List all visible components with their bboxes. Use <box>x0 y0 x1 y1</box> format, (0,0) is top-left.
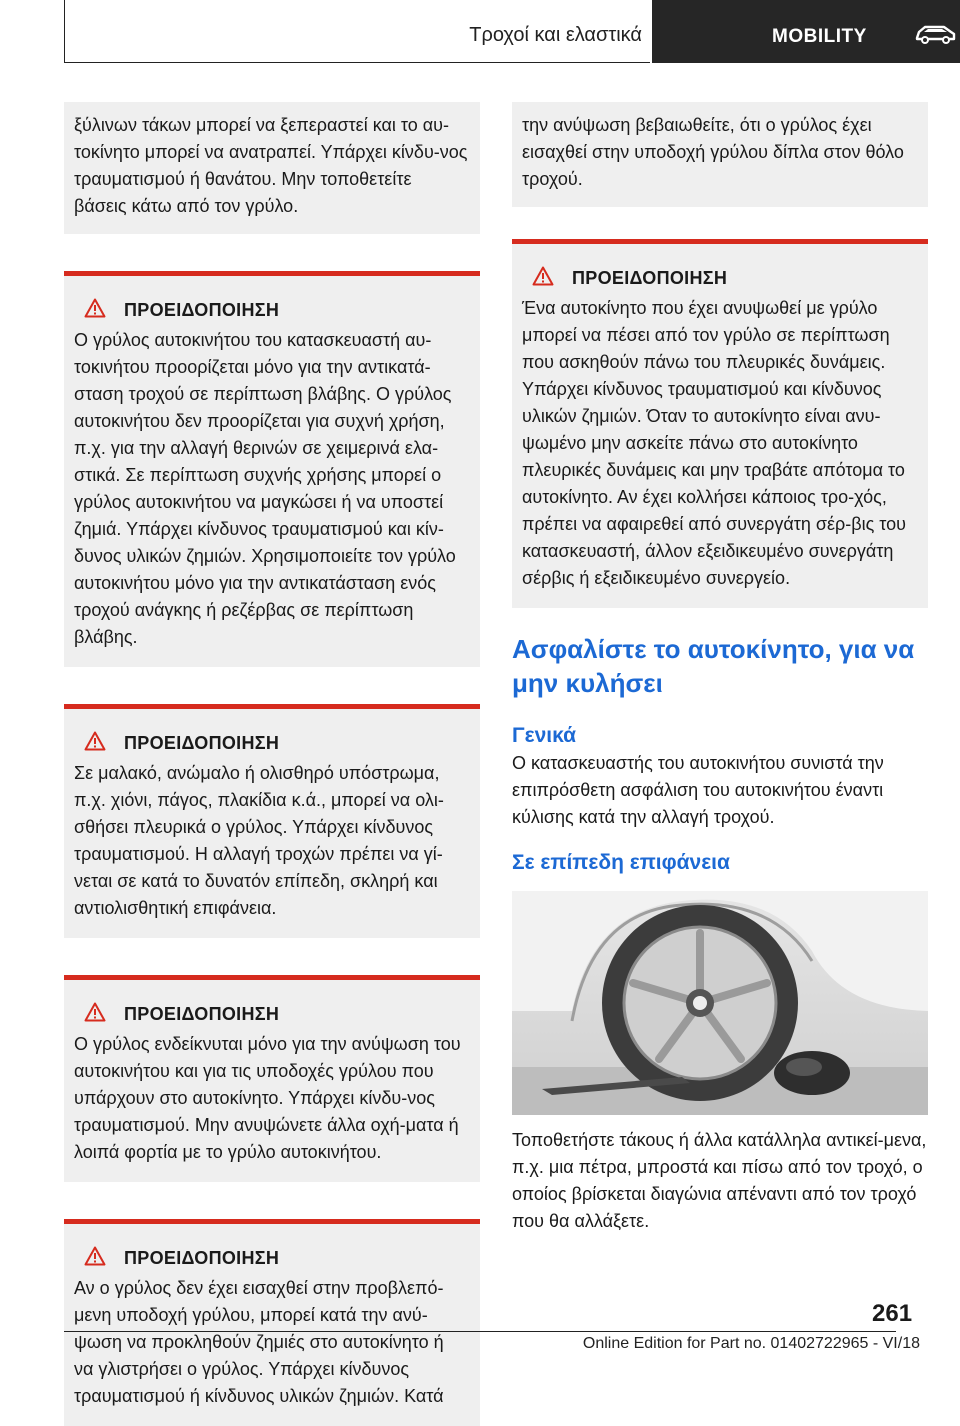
warning-triangle-icon <box>84 298 124 323</box>
warning-text: Αν ο γρύλος δεν έχει εισαχθεί στην προβλεπό-μενη υποδοχή γρύλου, μπορεί κατά την ανύ-ψωση να προκληθούν ζημιές στο αυτοκίνητο ή να γλιστρήσει ο γρύλος. Υπάρχει κίνδυνος τραυματισμού ή κίνδυνος υλικών ζημιών. Κατά <box>74 1278 444 1406</box>
continued-warning-box <box>512 102 928 207</box>
intro-paragraph: ξύλινων τάκων μπορεί να ξεπεραστεί και το αυ-τοκίνητο μπορεί να ανατραπεί. Υπάρχει κίνδυ-νος τραυματισμού ή θανάτου. Μην τοποθετείτε βάσεις κάτω από τον γρύλο. <box>74 115 468 216</box>
section-heading: Ασφαλίστε το αυτοκίνητο, για να μην κυλήσει <box>512 634 915 698</box>
warning-box <box>64 975 480 1182</box>
warning-text: Ένα αυτοκίνητο που έχει ανυψωθεί με γρύλο μπορεί να πέσει από τον γρύλο σε περίπτωση που ασκηθούν πάνω του πλευρικές δυνάμεις. Υπάρχει κίνδυνος τραυματισμού και κίνδυνος υλικών ζημιών. Όταν το αυτοκίνητο είναι ανυ-ψωμένο μην ασκείτε πάνω στο αυτοκίνητο πλευρικές δυνάμεις και μην τραβάτε απότομα το αυτοκίνητο. Αν έχει κολλήσει κάποιος τρο-χός, πρέπει να αφαιρεθεί από συνεργάτη σέρ-βις του κατασκευαστή, άλλον εξειδικευμένο συνεργάτη σέρβις ή εξειδικευμένο συνεργείο. <box>522 298 907 588</box>
general-paragraph: Ο κατασκευαστής του αυτοκινήτου συνιστά την επιπρόσθετη ασφάλιση του αυτοκινήτου έναντι κύλισης κατά την αλλαγή τροχού. <box>512 753 884 827</box>
header-rule-left <box>64 0 65 62</box>
car-icon <box>914 24 956 49</box>
warning-box <box>64 271 480 667</box>
subheading-level-surface: Σε επίπεδη επιφάνεια <box>512 851 730 874</box>
warning-title: ΠΡΟΕΙΔΟΠΟΙΗΣΗ <box>124 300 280 320</box>
header-rule-bottom <box>64 62 650 63</box>
warning-triangle-icon <box>532 266 572 291</box>
warning-triangle-icon <box>84 1002 124 1027</box>
continued-paragraph: την ανύψωση βεβαιωθείτε, ότι ο γρύλος έχει εισαχθεί στην υποδοχή γρύλου δίπλα στον θόλο τροχού. <box>522 115 904 189</box>
warning-title: ΠΡΟΕΙΔΟΠΟΙΗΣΗ <box>124 733 280 753</box>
warning-title: ΠΡΟΕΙΔΟΠΟΙΗΣΗ <box>572 268 728 288</box>
photo-caption: Τοποθετήστε τάκους ή άλλα κατάλληλα αντικεί-μενα, π.χ. μια πέτρα, μπροστά και πίσω από τον τροχό, ο οποίος βρίσκεται διαγώνια απέναντι από τον τροχό που θα αλλάξετε. <box>512 1130 927 1231</box>
warning-triangle-icon <box>84 1246 124 1271</box>
warning-triangle-icon <box>84 731 124 756</box>
wheel-chock-photo <box>512 891 928 1115</box>
brand-bar <box>652 0 960 63</box>
footer-rule <box>64 1331 896 1332</box>
left-column <box>64 102 480 1426</box>
subheading-general: Γενικά <box>512 724 577 747</box>
edition-text: Online Edition for Part no. 01402722965 - VI/18 <box>582 1335 920 1352</box>
warning-text: Ο γρύλος αυτοκινήτου του κατασκευαστή αυ-τοκινήτου προορίζεται μόνο για την αντικατά-σταση τροχού σε περίπτωση βλάβης. Ο γρύλος αυτοκινήτου δεν προορίζεται για συχνή χρήση, π.χ. για την αλλαγή θερινών σε χειμερινά ελα-στικά. Σε περίπτωση συχνής χρήσης μπορεί ο γρύλος αυτοκινήτου να μαγκώσει ή να υποστεί ζημιά. Υπάρχει κίνδυνος τραυματισμού και κίν-δυνος υλικών ζημιών. Χρησιμοποιείτε τον γρύλο αυτοκινήτου μόνο για την αντικατάσταση ενός τροχού ανάγκης ή ρεζέρβας σε περίπτωση βλάβης. <box>74 330 456 647</box>
warning-box <box>64 1219 480 1426</box>
brand-label: MOBILITY <box>772 26 867 47</box>
continued-text-box <box>64 102 480 234</box>
warning-title: ΠΡΟΕΙΔΟΠΟΙΗΣΗ <box>124 1004 280 1024</box>
right-column <box>512 102 928 1235</box>
warning-text: Ο γρύλος ενδείκνυται μόνο για την ανύψωση του αυτοκινήτου και για τις υποδοχές γρύλου που υπάρχουν στο αυτοκίνητο. Υπάρχει κίνδυ-νος τραυματισμού. Μην ανυψώνετε άλλα οχή-ματα ή λοιπά φορτία με το γρύλο αυτοκινήτου. <box>74 1034 461 1162</box>
warning-text: Σε μαλακό, ανώμαλο ή ολισθηρό υπόστρωμα, π.χ. χιόνι, πάγος, πλακίδια κ.ά., μπορεί να ολι-σθήσει πλευρικά ο γρύλος. Υπάρχει κίνδυνος τραυματισμού. Η αλλαγή τροχών πρέπει να γί-νεται σε κατά το δυνατόν επίπεδη, σκληρή και αντιολισθητική επιφάνεια. <box>74 763 444 918</box>
section-title: Τροχοί και ελαστικά <box>469 24 642 46</box>
warning-box <box>64 704 480 938</box>
warning-title: ΠΡΟΕΙΔΟΠΟΙΗΣΗ <box>124 1248 280 1268</box>
page-number: 261 <box>872 1300 913 1327</box>
warning-box <box>512 239 928 608</box>
